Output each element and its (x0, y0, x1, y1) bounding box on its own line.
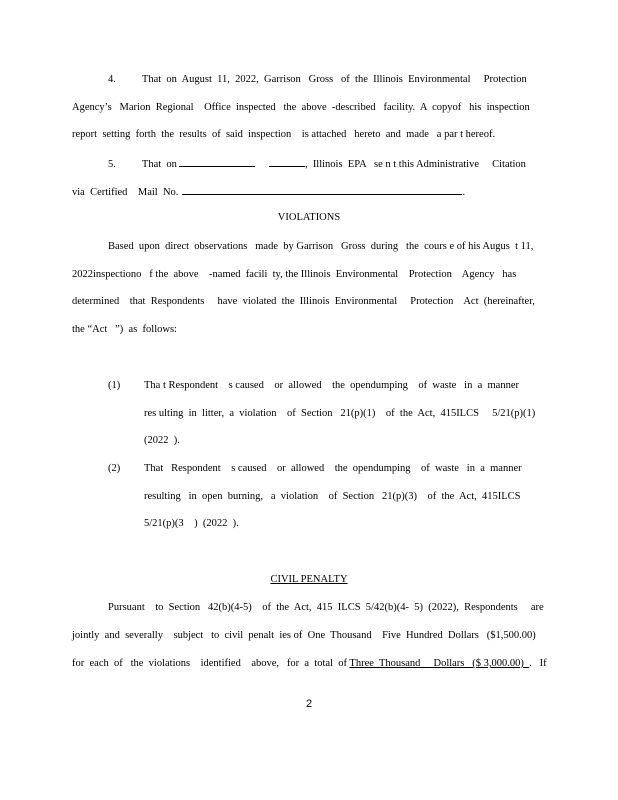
civil-penalty-line3-end: . If (529, 658, 547, 669)
violations-intro-line1: Based upon direct observations made by Garrison Gross during the cours e of his Augus t 11, (108, 241, 534, 252)
item2-line3: 5/21(p)(3 ) (2022 ). (144, 518, 239, 529)
para5-line1 (108, 156, 526, 172)
date-blank-2 (269, 156, 305, 167)
violations-intro-line3: determined that Respondents have violated the Illinois Environmental Protection Act (hereinafter, (72, 296, 535, 307)
para4-line1: 4. That on August 11, 2022, Garrison Gross of the Illinois Environmental Protection (108, 74, 527, 85)
penalty-total-amount: Three Thousand Dollars ($ 3,000.00) (349, 658, 530, 669)
item1-line2: res ulting in litter, a violation of Section 21(p)(1) of the Act, 415ILCS 5/21(p)(1) (144, 408, 536, 419)
mail-number-blank (182, 184, 462, 195)
item2-line1: That Respondent s caused or allowed the opendumping of waste in a manner (144, 463, 522, 474)
civil-penalty-line3 (72, 657, 547, 671)
civil-penalty-line2: jointly and severally subject to civil penalt ies of One Thousand Five Hundred Dollars ($1,500.00) (72, 630, 536, 641)
violations-intro-line2: 2022inspectiono f the above -named facili ty, the Illinois Environmental Protection Agency has (72, 269, 517, 280)
item2-number: (2) (108, 463, 121, 474)
page-number: 2 (305, 698, 313, 710)
item1-line3: (2022 ). (144, 435, 180, 446)
para5-line2 (72, 184, 465, 200)
date-blank-1 (179, 156, 255, 167)
para5-line1-end: , Illinois EPA se n t this Administrative Citation (304, 159, 526, 170)
civil-penalty-heading (0, 573, 618, 587)
para5-line2-start: via Certified Mail No. (72, 187, 179, 198)
item2-line2: resulting in open burning, a violation of Section 21(p)(3) of the Act, 415ILCS (144, 491, 521, 502)
civil-penalty-line1: Pursuant to Section 42(b)(4-5) of the Act, 415 ILCS 5/42(b)(4- 5) (2022), Respondents are (108, 602, 544, 613)
para4-line2: Agency’s Marion Regional Office inspected the above -described facility. A copyof his inspection (72, 102, 530, 113)
violations-intro-line4: the “Act ”) as follows: (72, 324, 177, 335)
item1-number: (1) (108, 380, 121, 391)
item1-line1: Tha t Respondent s caused or allowed the opendumping of waste in a manner (144, 380, 519, 391)
civil-penalty-line3-start: for each of the violations identified above, for a total of (72, 658, 350, 669)
violations-heading: VIOLATIONS (277, 212, 341, 223)
para5-line2-end: . (462, 187, 466, 198)
civil-penalty-heading-text: CIVIL PENALTY (270, 574, 348, 585)
para5-line1-start: 5. That on (108, 159, 177, 170)
para4-line3: report setting forth the results of said inspection is attached hereto and made a par t hereof. (72, 129, 496, 140)
